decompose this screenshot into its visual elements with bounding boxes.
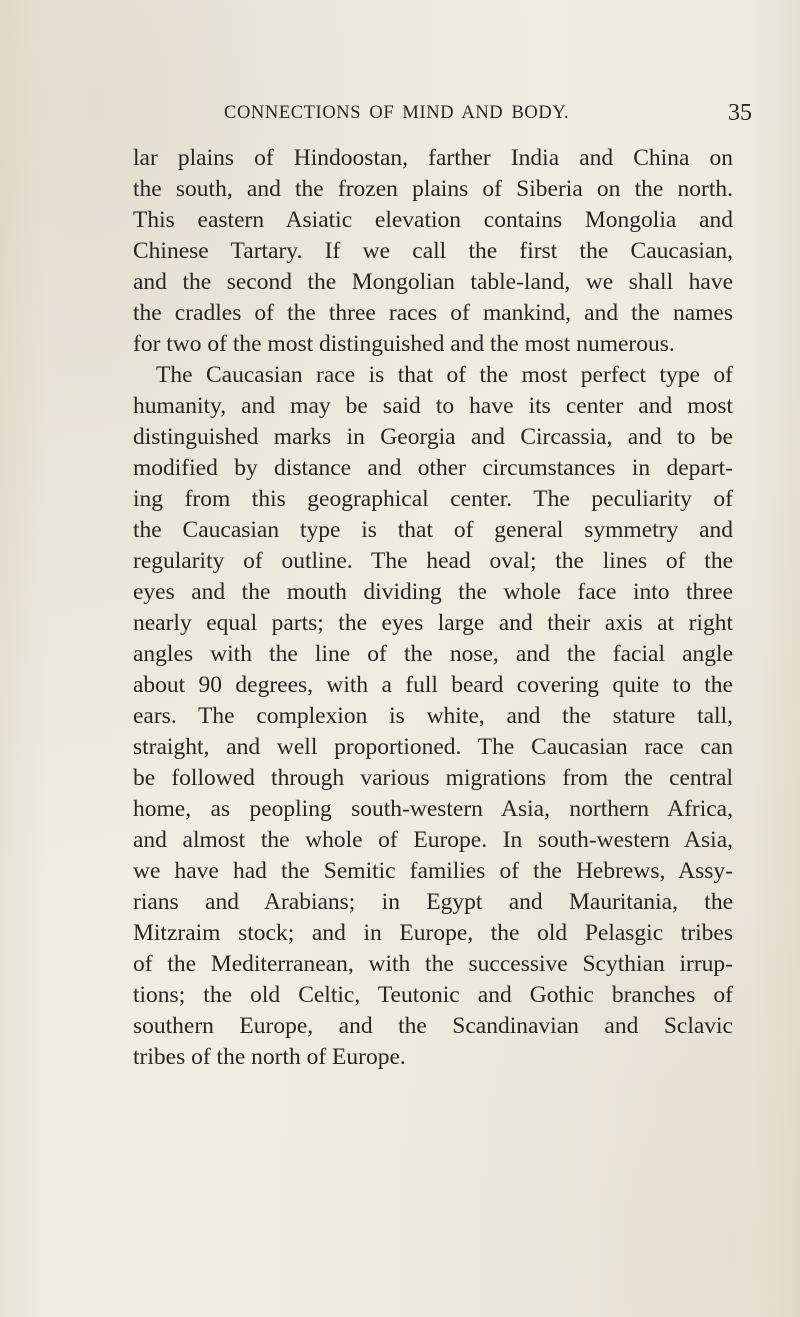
text-line: about 90 degrees, with a full beard covering quite to the — [133, 672, 733, 698]
running-head — [0, 100, 800, 133]
body-text — [133, 143, 733, 1073]
text-line: ing from this geographical center. The peculiarity of — [133, 486, 733, 512]
text-line: for two of the most distinguished and the most numerous. — [133, 331, 675, 357]
text-line: straight, and well proportioned. The Caucasian race can — [133, 734, 733, 760]
text-line: lar plains of Hindoostan, farther India and China on — [133, 145, 733, 171]
text-line: modified by distance and other circumstances in depart- — [133, 455, 733, 481]
text-line: and almost the whole of Europe. In south-western Asia, — [133, 827, 733, 853]
text-line: eyes and the mouth dividing the whole face into three — [133, 579, 733, 605]
text-line: Mitzraim stock; and in Europe, the old Pelasgic tribes — [133, 920, 733, 946]
text-line: and the second the Mongolian table-land, we shall have — [133, 269, 733, 295]
text-line: nearly equal parts; the eyes large and their axis at right — [133, 610, 733, 636]
text-line: the south, and the frozen plains of Siberia on the north. — [133, 176, 733, 202]
text-line: humanity, and may be said to have its center and most — [133, 393, 733, 419]
text-line: home, as peopling south-western Asia, northern Africa, — [133, 796, 733, 822]
text-line: rians and Arabians; in Egypt and Mauritania, the — [133, 889, 733, 915]
text-line: we have had the Semitic families of the Hebrews, Assy- — [133, 858, 733, 884]
page-number: 35 — [728, 100, 752, 126]
text-line: be followed through various migrations from the central — [133, 765, 733, 791]
text-line: distinguished marks in Georgia and Circassia, and to be — [133, 424, 733, 450]
text-line: angles with the line of the nose, and the facial angle — [133, 641, 733, 667]
text-line: the Caucasian type is that of general symmetry and — [133, 517, 733, 543]
text-line: the cradles of the three races of mankind, and the names — [133, 300, 733, 326]
running-head-title: CONNECTIONS OF MIND AND BODY. — [224, 103, 570, 123]
text-line: tions; the old Celtic, Teutonic and Gothic branches of — [133, 982, 733, 1008]
text-line: ears. The complexion is white, and the stature tall, — [133, 703, 733, 729]
text-line: The Caucasian race is that of the most perfect type of — [156, 362, 733, 388]
text-line: regularity of outline. The head oval; the lines of the — [133, 548, 733, 574]
text-line: of the Mediterranean, with the successive Scythian irrup- — [133, 951, 733, 977]
text-line: Chinese Tartary. If we call the first the Caucasian, — [133, 238, 733, 264]
text-line: tribes of the north of Europe. — [133, 1044, 406, 1070]
text-line: southern Europe, and the Scandinavian and Sclavic — [133, 1013, 733, 1039]
text-line: This eastern Asiatic elevation contains Mongolia and — [133, 207, 733, 233]
